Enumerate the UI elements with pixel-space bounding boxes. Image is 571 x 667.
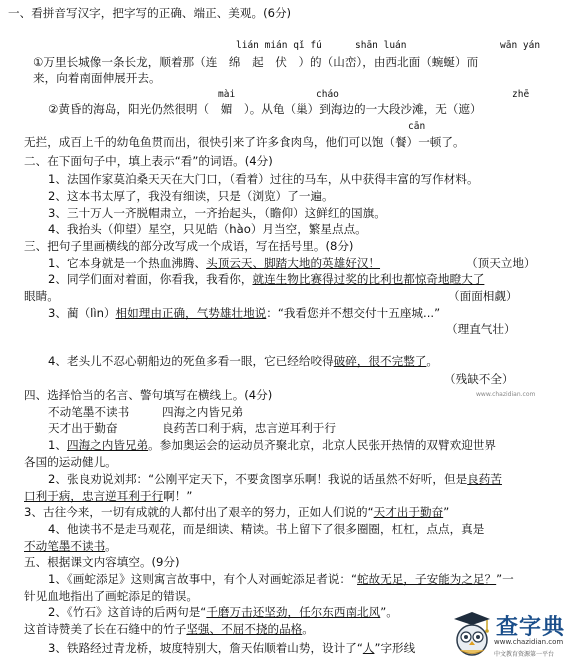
q4-answer2b: 口利于病，忠言逆耳利于行 — [24, 489, 164, 503]
q5-title: 五、根据课文内容填空。(9分) — [24, 555, 180, 569]
q3-answer4: （残缺不全） — [444, 372, 514, 386]
q3-line3-underlined: 相如理由正确，气势雄壮地说 — [115, 306, 267, 320]
q4-option1: 不动笔墨不读书 — [48, 405, 130, 419]
q2-title: 二、在下面句子中，填上表示“看”的词语。(4分) — [24, 154, 273, 168]
watermark-url: www.chazidian.com — [494, 638, 564, 646]
q2-line4: 4、我抬头（仰望）星空，只见皓（hào）月当空，繁星点点。 — [48, 222, 367, 236]
pinyin-can: cān — [408, 121, 426, 132]
q4-option2: 四海之内皆兄弟 — [162, 405, 244, 419]
q4-line3: 3、古往今来，一切有成就的人都付出了艰辛的努力，正如人们说的“天才出于勤奋” — [24, 505, 450, 519]
q5-answer1: 蛇故无足，子安能为之足？ — [357, 572, 497, 586]
q4-line2-cont: 口利于病，忠言逆耳利于行啊！” — [24, 489, 193, 503]
pinyin-wanyan: wān yán — [500, 40, 541, 51]
q3-answer2: （面面相觑） — [448, 289, 518, 303]
q5-answer2b: 坚强、不屈不挠的品格 — [186, 622, 303, 636]
q4-line2: 2、张良劝说刘邦：“公刚平定天下，不要贪图享乐啊！我说的话虽然不好听，但是良药苦 — [48, 472, 502, 486]
q3-line4-underlined: 破碎，很不完整了 — [333, 354, 427, 368]
q3-answer3: （理直气壮） — [446, 322, 516, 336]
q5-line1-cont: 针见血地指出了画蛇添足的错误。 — [24, 589, 198, 603]
q4-answer4: 不动笔墨不读书 — [24, 539, 106, 553]
q3-line1-underlined: 头顶云天、脚踏大地的英雄好汉！ — [206, 256, 381, 270]
q5-line2: 2、《竹石》这首诗的后两句是“千磨万击还坚劲，任尔东西南北风”。 — [48, 605, 398, 619]
watermark-logo-block — [450, 608, 568, 664]
q4-option4: 良药苦口利于病，忠言逆耳利于行 — [162, 421, 336, 435]
watermark-small-url: www.chazidian.com — [476, 391, 536, 398]
q5-answer3: 人 — [362, 641, 375, 655]
owl-mascot-icon — [452, 610, 492, 658]
q2-line1: 1、法国作家莫泊桑天天在大门口，（看着）过往的马车，从中获得丰富的写作材料。 — [48, 172, 479, 186]
q1-title: 一、看拼音写汉字，把字写的正确、端正、美观。(6分) — [8, 6, 292, 20]
q4-line1: 1、四海之内皆兄弟。参加奥运会的运动员齐聚北京，北京人民张开热情的双臂欢迎世界 — [48, 438, 496, 452]
pinyin-shanluan: shān luán — [355, 40, 407, 51]
q4-line4-cont: 不动笔墨不读书。 — [24, 539, 117, 553]
q1-line3: ②黄昏的海岛，阳光仍然很明（ 媚 ）。从龟（巢）到海边的一大段沙滩，无（遮） — [48, 102, 482, 116]
q1-line2: 来，向着南面伸展开去。 — [33, 71, 161, 85]
q3-line3: 3、蔺（lìn）相如理由正确，气势雄壮地说：“我看您并不想交付十五座城...” — [48, 306, 441, 320]
q3-title: 三、把句子里画横线的部分改写成一个成语，写在括号里。(8分) — [24, 239, 354, 253]
q4-answer1: 四海之内皆兄弟 — [66, 438, 149, 452]
q5-line2-cont: 这首诗赞美了长在石缝中的竹子坚强、不屈不挠的品格。 — [24, 622, 314, 636]
q3-line1: 1、它本身就是一个热血沸腾、头顶云天、脚踏大地的英雄好汉！ — [48, 256, 381, 270]
q4-line4: 4、他读书不是走马观花，而是细读、精读。书上留下了很多圈圈，杠杠，点点，真是 — [48, 522, 485, 536]
pinyin-lianmianqifu: lián mián qǐ fú — [236, 40, 322, 51]
pinyin-chao: cháo — [316, 89, 339, 100]
q5-line1: 1、《画蛇添足》这则寓言故事中，有个人对画蛇添足者说：“蛇故无足，子安能为之足？”一 — [48, 572, 514, 586]
q1-line4: 无拦，成百上千的幼龟鱼贯而出，很快引来了许多食肉鸟，他们可以饱（餐）一顿了。 — [24, 135, 465, 149]
q2-line3: 3、三十万人一齐脱帽肃立，一齐抬起头，（瞻仰）这鲜红的国旗。 — [48, 206, 386, 220]
q2-line2: 2、这本书太厚了，我没有细读，只是（浏览）了一遍。 — [48, 189, 334, 203]
pinyin-zhe: zhē — [512, 89, 530, 100]
q4-answer2a: 良药苦 — [467, 472, 502, 486]
q5-line3: 3、铁路经过青龙桥，坡度特别大，詹天佑顺着山势，设计了“人”字形线 — [48, 641, 416, 655]
watermark-title: 查字典 — [496, 615, 566, 640]
q3-answer1: （顶天立地） — [466, 256, 536, 270]
q3-line2-underlined: 就连生物比赛得过奖的比利也都惊奇地瞪大了 — [252, 272, 485, 286]
q4-line1-cont: 各国的运动健儿。 — [24, 455, 117, 469]
pinyin-mai: mài — [218, 89, 236, 100]
q3-line2: 2、同学们面对着面，你看我，我看你，就连生物比赛得过奖的比利也都惊奇地瞪大了 — [48, 272, 485, 286]
q4-title: 四、选择恰当的名言、警句填写在横线上。(4分) — [24, 388, 273, 402]
q1-line1: ①万里长城像一条长龙，顺着那（连 绵 起 伏 ）的（山峦），由西北面（蜿蜒）而 — [33, 55, 479, 69]
q4-answer3: 天才出于勤奋 — [373, 505, 444, 519]
q4-option3: 天才出于勤奋 — [48, 421, 118, 435]
watermark-slogan: 中文教育资源第一平台 — [494, 651, 555, 658]
q3-line2-cont: 眼睛。 — [24, 289, 59, 303]
q5-answer2: 千磨万击还坚劲，任尔东西南北风 — [206, 605, 381, 619]
q3-line4: 4、老头儿不忍心朝船边的死鱼多看一眼，它已经给咬得破碎，很不完整了。 — [48, 354, 439, 368]
